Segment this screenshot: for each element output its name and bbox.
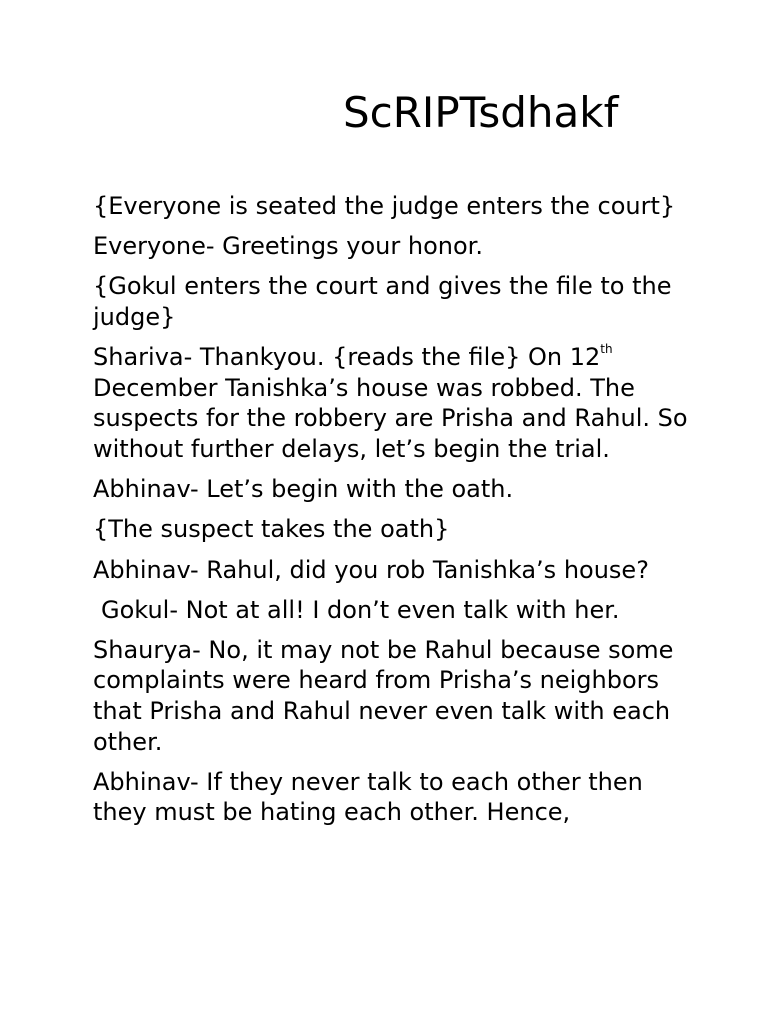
dialogue-line: Everyone- Greetings your honor.	[93, 232, 483, 261]
dialogue-line: Abhinav- Let’s begin with the oath.	[93, 475, 514, 504]
script-body	[93, 191, 693, 838]
dialogue-line: Abhinav- Rahul, did you rob Tanishka’s house?	[93, 555, 649, 584]
dialogue-line: Gokul- Not at all! I don’t even talk with her.	[101, 595, 620, 624]
ordinal-suffix: th	[600, 342, 613, 357]
document-title: ScRIPTsdhakf	[343, 88, 619, 137]
dialogue-text: December Tanishka’s house was robbed. The suspects for the robbery are Prisha and Rahul. So without further delays, let’s begin the trial.	[93, 373, 688, 463]
dialogue-text: Shariva- Thankyou. {reads the file} On 12	[93, 343, 601, 372]
stage-direction: {Everyone is seated the judge enters the court}	[93, 192, 676, 220]
stage-direction: {The suspect takes the oath}	[93, 515, 450, 544]
dialogue-line	[93, 342, 693, 464]
stage-direction: {Gokul enters the court and gives the file to the judge}	[93, 272, 672, 331]
dialogue-line: Shaurya- No, it may not be Rahul because some complaints were heard from Prisha’s neighbors that Prisha and Rahul never even talk with each other.	[93, 635, 674, 756]
dialogue-line: Abhinav- If they never talk to each other then they must be hating each other. Hence,	[93, 767, 643, 827]
